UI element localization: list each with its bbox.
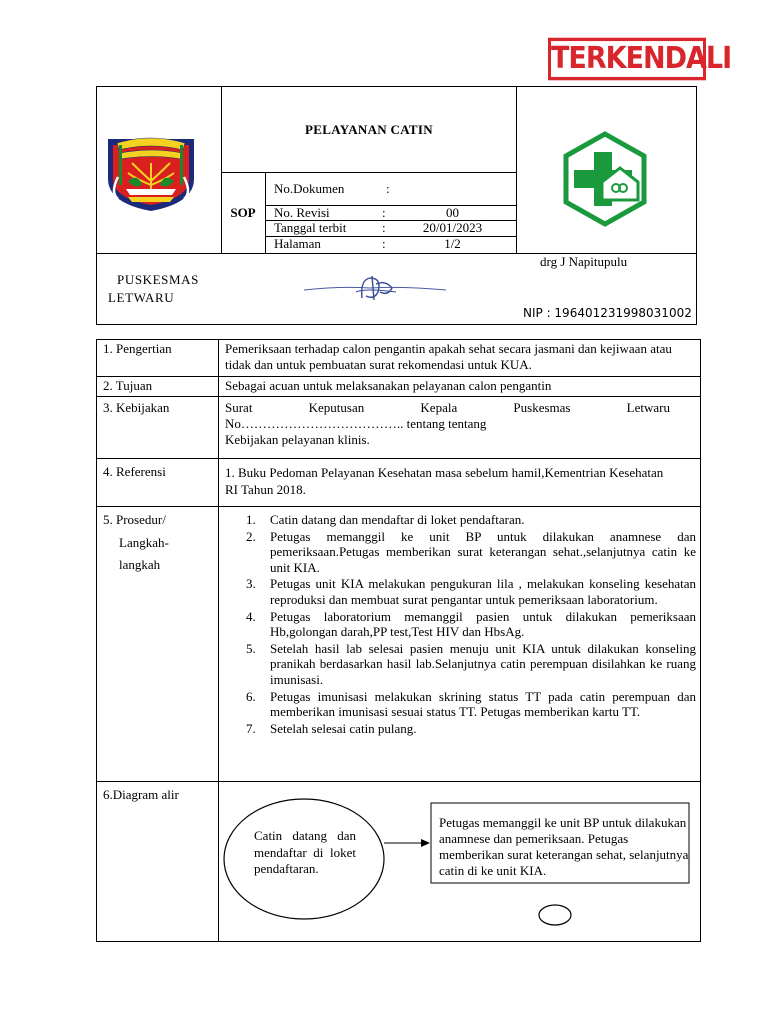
field-label-halaman: Halaman bbox=[274, 236, 321, 251]
field-label-no-revisi: No. Revisi bbox=[274, 205, 330, 220]
label-prosedur-line3: langkah bbox=[119, 557, 161, 572]
field-sep: : bbox=[382, 220, 386, 235]
list-item: 4. Petugas laboratorium memanggil pasien untuk dilakukan pemeriksaan Hb,golongan darah,PP test,Test HIV dan HbsAg. bbox=[246, 608, 696, 640]
label-prosedur-line1: 5. Prosedur/ bbox=[103, 512, 166, 527]
text-pengertian: Pemeriksaan terhadap calon pengantin apakah sehat secara jasmani dan kejiwaan atau tidak dan untuk pembuatan surat rekomendasi untuk KUA. bbox=[225, 341, 672, 372]
text-referensi: 1. Buku Pedoman Pelayanan Kesehatan masa sebelum hamil,Kementrian Kesehatan RI Tahun 2018. bbox=[225, 465, 664, 497]
field-sep: : bbox=[382, 236, 386, 251]
text-kebijakan-line3: Kebijakan pelayanan klinis. bbox=[225, 432, 370, 447]
flow-start-text: Catin datang dan mendaftar di loket pendaftaran. bbox=[254, 828, 356, 876]
field-sep: : bbox=[386, 181, 390, 196]
field-value-halaman: 1/2 bbox=[444, 236, 461, 251]
field-value-no-revisi: 00 bbox=[446, 205, 459, 220]
procedure-steps bbox=[230, 512, 696, 737]
label-tujuan: 2. Tujuan bbox=[103, 378, 153, 393]
document-title: PELAYANAN CATIN bbox=[305, 122, 433, 137]
field-label-no-dokumen: No.Dokumen bbox=[274, 181, 345, 196]
org-name-line1: PUSKESMAS bbox=[117, 272, 199, 287]
field-value-tanggal-terbit: 20/01/2023 bbox=[422, 220, 483, 235]
label-pengertian: 1. Pengertian bbox=[103, 341, 172, 356]
label-diagram-alir: 6.Diagram alir bbox=[103, 787, 179, 802]
terkendali-stamp: TERKENDALI bbox=[548, 38, 706, 81]
kabupaten-maluku-tengah-logo bbox=[104, 133, 198, 213]
text-kebijakan-line1: Surat Keputusan Kepala Puskesmas Letwaru bbox=[225, 400, 670, 415]
label-referensi: 4. Referensi bbox=[103, 464, 166, 479]
label-prosedur-line2: Langkah- bbox=[119, 535, 169, 550]
signer-nip: NIP : 196401231998031002 bbox=[523, 306, 692, 320]
field-label-tanggal-terbit: Tanggal terbit bbox=[274, 220, 347, 235]
puskesmas-logo bbox=[556, 130, 654, 228]
signer-name: drg J Napitupulu bbox=[540, 254, 628, 269]
list-item: 1. Catin datang dan mendaftar di loket pendaftaran. bbox=[246, 512, 525, 527]
sop-label: SOP bbox=[230, 205, 256, 220]
list-item: 2. Petugas memanggil ke unit BP untuk dilakukan anamnese dan pemeriksaan.Petugas memberikan surat keterangan sehat.,selanjutnya catin ke unit KIA. bbox=[246, 528, 696, 575]
text-tujuan: Sebagai acuan untuk melaksanakan pelayanan calon pengantin bbox=[225, 378, 552, 393]
org-name-line2: LETWARU bbox=[108, 290, 175, 305]
list-item: 3. Petugas unit KIA melakukan pengukuran lila , melakukan konseling kesehatan reproduksi dan membuat surat pengantar untuk pemeriksaan laboratorium. bbox=[246, 576, 696, 607]
list-item: 7. Setelah selesai catin pulang. bbox=[246, 720, 417, 736]
flow-box-text: Petugas memanggil ke unit BP untuk dilakukan anamnese dan pemeriksaan. Petugas memberikan surat keterangan sehat, selanjutnya catin di ke unit KIA. bbox=[439, 815, 689, 878]
list-item: 5. Setelah hasil lab selesai pasien menuju unit KIA untuk dilakukan konseling pranikah berdasarkan hasil lab.Selanjutnya catin perempuan disilahkan ke ruang imunisasi. bbox=[246, 640, 696, 687]
text-kebijakan-line2: No……………………………….. tentang tentang bbox=[225, 416, 487, 431]
signature bbox=[300, 266, 450, 306]
label-kebijakan: 3. Kebijakan bbox=[103, 400, 170, 415]
field-sep: : bbox=[382, 205, 386, 220]
list-item: 6. Petugas imunisasi melakukan skrining status TT pada catin perempuan dan memberikan imunisasi sesuai status TT. Petugas memberikan kartu TT. bbox=[246, 688, 696, 720]
